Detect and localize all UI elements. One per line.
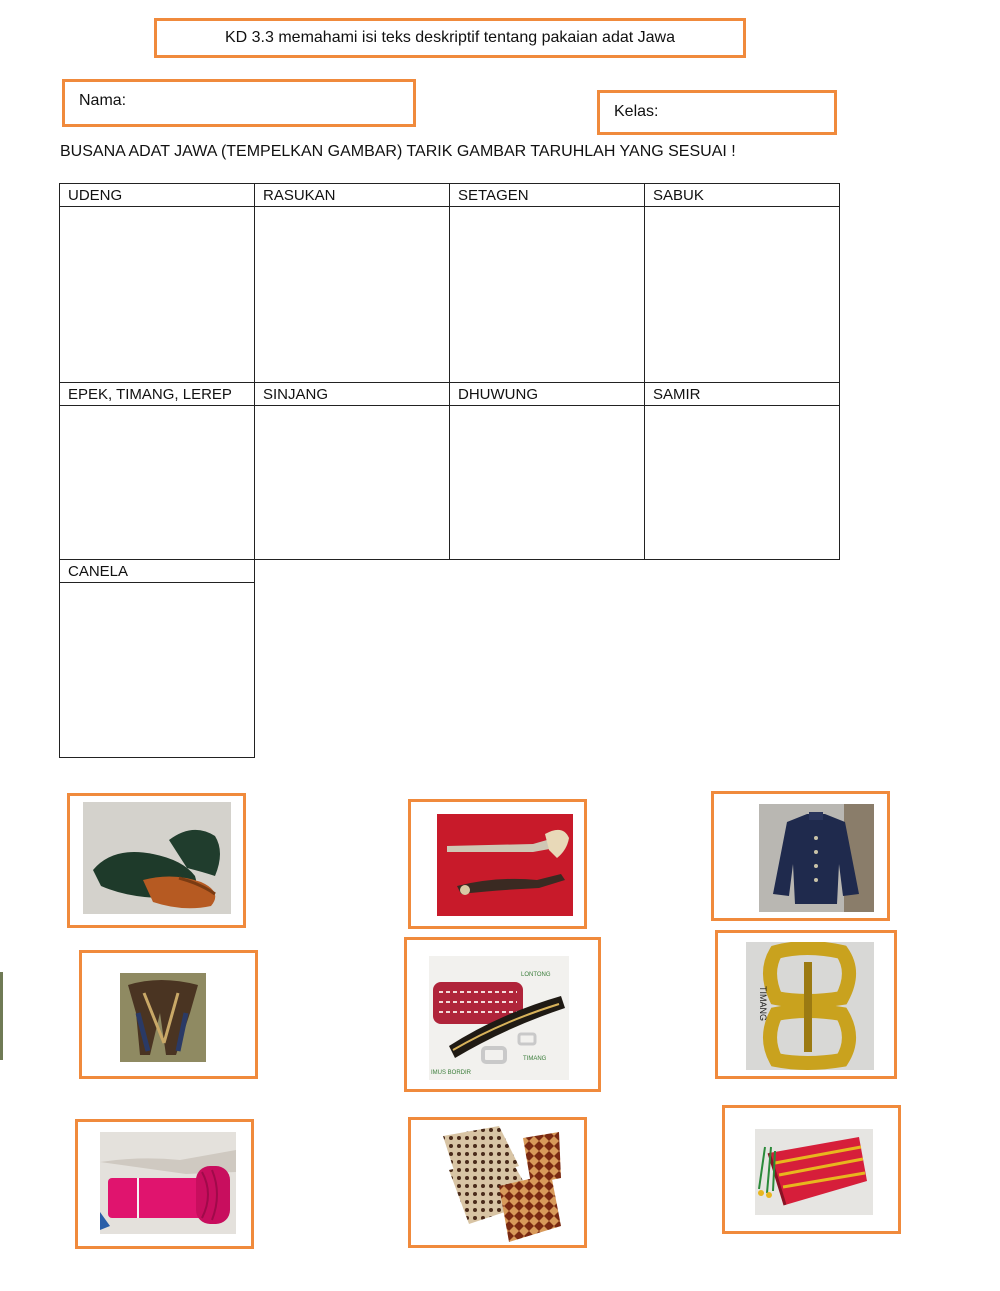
name-field[interactable] — [62, 79, 416, 127]
worksheet-title — [154, 18, 746, 58]
pink-setagen-image — [100, 1132, 236, 1234]
drop-zone-rasukan[interactable] — [254, 183, 450, 383]
draggable-card-sinjang[interactable] — [408, 1117, 587, 1248]
category-label: SABUK — [645, 184, 839, 207]
drop-zone-sabuk[interactable] — [644, 183, 840, 383]
batik-headcloth-image — [120, 973, 206, 1062]
category-label: RASUKAN — [255, 184, 449, 207]
category-label: CANELA — [60, 560, 254, 583]
red-samir-image — [755, 1129, 873, 1215]
timang-label: TIMANG — [523, 1056, 547, 1062]
draggable-card-setagen[interactable] — [75, 1119, 254, 1249]
belt-set-image — [429, 956, 569, 1080]
drop-zone-udeng[interactable] — [59, 183, 255, 383]
lontong-label: LONTONG — [521, 972, 551, 978]
category-label: SAMIR — [645, 383, 839, 406]
name-label: Nama: — [79, 92, 127, 109]
title-text: KD 3.3 memahami isi teks deskriptif tentang pakaian adat Jawa — [224, 29, 675, 46]
drop-zone-dhuwung[interactable] — [449, 382, 645, 560]
drop-zone-sinjang[interactable] — [254, 382, 450, 560]
drop-zone-canela[interactable] — [59, 559, 255, 758]
instruction-text: BUSANA ADAT JAWA (TEMPELKAN GAMBAR) TARIK GAMBAR TARUHLAH YANG SESUAI ! — [60, 143, 736, 160]
draggable-card-samir[interactable] — [722, 1105, 901, 1234]
category-label: DHUWUNG — [450, 383, 644, 406]
draggable-card-belt-set[interactable] — [404, 937, 601, 1092]
imus-bordir-label: IMUS BORDIR — [431, 1070, 472, 1076]
batik-fabric-image — [439, 1126, 561, 1242]
drop-zone-epek-timang-lerep[interactable] — [59, 382, 255, 560]
category-label: SETAGEN — [450, 184, 644, 207]
category-label: SINJANG — [255, 383, 449, 406]
draggable-card-jacket[interactable] — [711, 791, 890, 921]
navy-jacket-image — [759, 804, 874, 912]
kelas-label: Kelas: — [614, 103, 659, 120]
draggable-card-keris[interactable] — [408, 799, 587, 929]
draggable-card-udeng[interactable] — [79, 950, 258, 1079]
slipper-shoes-image — [83, 802, 231, 914]
edge-decoration — [0, 972, 3, 1060]
category-label: UDENG — [60, 184, 254, 207]
category-label: EPEK, TIMANG, LEREP — [60, 383, 254, 406]
timang-label: TIMANG — [758, 986, 768, 1021]
drop-zone-samir[interactable] — [644, 382, 840, 560]
drop-zone-setagen[interactable] — [449, 183, 645, 383]
gold-buckle-image — [746, 942, 874, 1070]
draggable-card-slippers[interactable] — [67, 793, 246, 928]
draggable-card-gold-buckle[interactable] — [715, 930, 897, 1079]
kelas-field[interactable] — [597, 90, 837, 135]
keris-dagger-image — [437, 814, 573, 916]
